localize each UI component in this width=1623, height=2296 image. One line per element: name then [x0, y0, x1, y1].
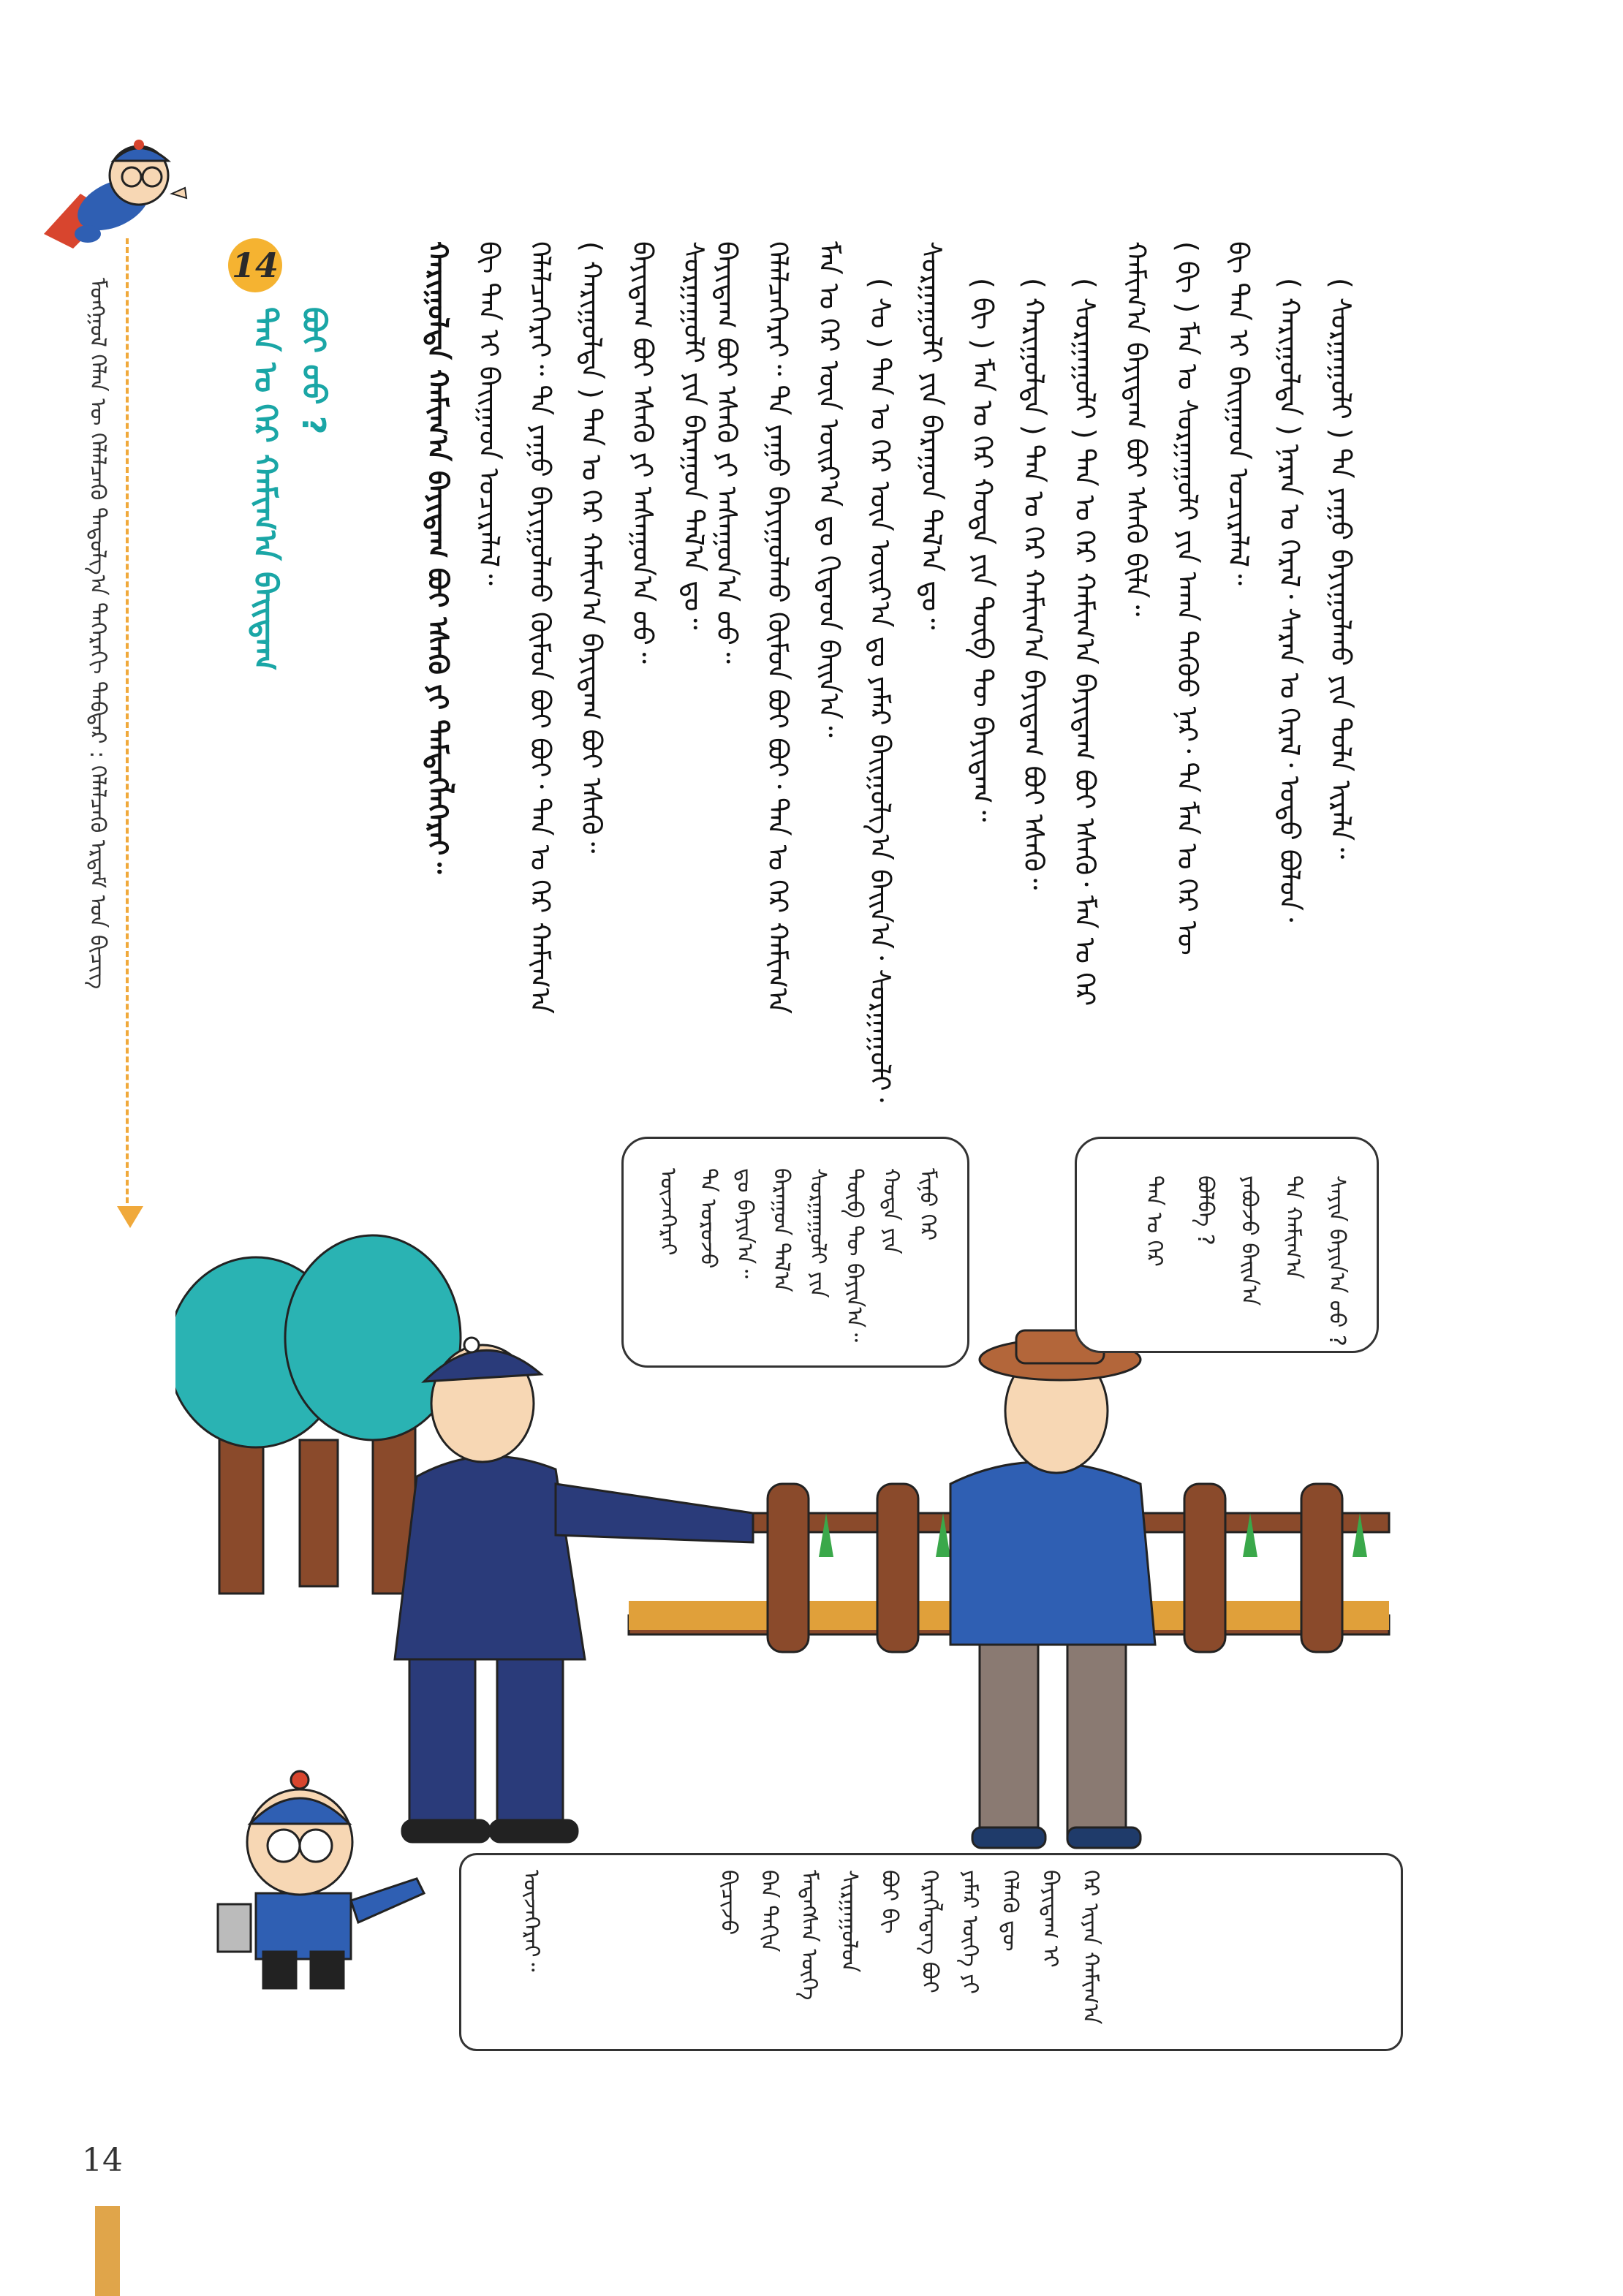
bubble-line: ᠰᠠᠶᠢᠨ ᠪᠠᠶᠢᠨ᠎ᠠ ᠤᠤ ?: [1324, 1175, 1350, 1346]
body-column: ( ᠬᠠᠷᠢᠭᠤᠯᠳᠠ ) ᠲᠠᠨ ᠤ ᠭᠡᠷ ᠬᠠᠮᠢᠭ᠎ᠠ ᠪᠠᠶᠢᠳᠠᠭ ᠪᠤᠢ ᠡᠰᠡᠬᠦ᠃: [1018, 278, 1050, 890]
bubble-line: ᠪᠤᠢ ᠪᠢ: [877, 1870, 902, 1934]
body-column: ᠰᠤᠷᠭᠠᠭᠤᠯᠢ ᠶᠢᠨ ᠪᠠᠷᠠᠭᠤᠨ ᠲᠠᠯ᠎ᠠ ᠳᠤ᠃: [915, 241, 947, 630]
lesson-title: ᠲᠠᠨ ᠤ ᠭᠡᠷ ᠬᠠᠮᠢᠭ᠎ᠠ ᠪᠠᠢᠳᠠᠭ: [246, 307, 284, 671]
body-column: ᠬᠠᠮᠢᠭ᠎ᠠ ᠪᠠᠶᠢᠳᠠᠭ ᠪᠤᠢ ᠡᠰᠡᠬᠦ ᠪᠢᠯᠡ᠃: [1120, 241, 1152, 617]
body-column: ( ᠪᠢ ) ᠮᠠᠨ ᠤ ᠰᠤᠷᠭᠠᠭᠤᠯᠢ ᠶᠢᠨ ᠠᠬᠠ ᠳᠡᠭᠦᠦ ᠨᠠᠷ᠂ ᠲᠠ ᠮᠠᠨ ᠤ ᠭᠡᠷ ᠦ: [1171, 241, 1203, 955]
bubble-line: ᠲᠠᠨ ᠤ ᠭᠡᠷ: [1141, 1175, 1167, 1267]
speech-bubble-man: [1075, 1137, 1379, 1353]
body-column: ᠪᠢ ᠲᠠᠨ ᠢ ᠪᠠᠢᠭᠠᠳ ᠤᠴᠢᠷᠠᠯᠠᠯ᠃: [1222, 241, 1255, 586]
header-arrow-icon: [117, 1206, 143, 1228]
bubble-line: ᠪᠢᠴᠢᠵᠦ: [716, 1870, 741, 1936]
bubble-line: ᠶᠠᠮᠠᠷ ᠦᠭᠡ ᠶᠢ: [957, 1870, 983, 1994]
body-column: ( ᠬᠠᠷᠢᠭᠤᠯᠳᠠ ) ᠨᠠᠷᠠᠨ ᠤ ᠭᠡᠷᠡᠯ᠂ ᠰᠠᠷᠠᠨ ᠤ ᠭᠡᠷᠡᠯ᠂ ᠣᠳᠣ ᠪᠣᠯᠤᠨ᠂: [1274, 278, 1306, 922]
bubble-line: ᠬᠣᠲᠠ ᠶᠢᠨ: [878, 1168, 904, 1254]
body-column: ( ᠰᠤ ) ᠲᠠᠨ ᠤ ᠭᠡᠷ ᠦᠨ ᠤᠢᠷ᠎ᠠ ᠳᠤ ᠶᠠᠮᠠᠷ ᠪᠠᠢᠭᠤᠯᠭ᠎ᠠ ᠪᠠᠢᠨ᠎ᠠ᠂ ᠰᠤᠷᠭᠠᠭᠤᠯᠢ᠂: [864, 278, 896, 1102]
body-column: ( ᠰᠤᠷᠭᠠᠭᠤᠯᠢ ) ᠲᠠᠨ ᠤ ᠭᠡᠷ ᠬᠠᠮᠢᠭ᠎ᠠ ᠪᠠᠶᠢᠳᠠᠭ ᠪᠤᠢ ᠡᠰᠡᠬᠦ᠂ ᠮᠠᠨ ᠤ ᠭᠡᠷ: [1069, 278, 1101, 1007]
bubble-line: ᠪᠠᠶᠢᠳᠠᠭ ᠢ: [1037, 1870, 1063, 1968]
bubble-line: ᠶᠠᠪᠤᠵᠤ ᠪᠠᠢᠨ᠎ᠠ: [1236, 1175, 1262, 1306]
flying-mascot-illustration: [29, 124, 197, 263]
body-column: ᠬᠠᠷᠢᠭᠤᠯᠳᠠ ᠬᠠᠮᠢᠭ᠎ᠠ ᠪᠠᠶᠢᠳᠠᠭ ᠪᠤᠢ ᠡᠰᠡᠬᠦ ᠶᠢ ᠲᠡᠮᠳᠡᠭᠯᠡᠭᠡᠷᠡᠢ᠃: [422, 241, 454, 874]
bubble-line: ᠦᠵᠡᠭᠡᠷᠡᠢ: [655, 1168, 681, 1256]
body-column: ( ᠪᠢ ) ᠮᠠᠨ ᠤ ᠭᠡᠷ ᠬᠣᠲᠠ ᠶᠢᠨ ᠲᠥᠪ ᠲᠦ ᠪᠠᠶᠢᠳᠠᠭ᠃: [966, 278, 999, 822]
bubble-line: ᠭᠡᠷ ᠢᠶᠡᠨ ᠬᠠᠮᠢᠭ᠎ᠠ: [1078, 1870, 1103, 2025]
header-dashed-rule: [126, 238, 129, 1203]
body-column: ( ᠰᠤᠷᠭᠠᠭᠤᠯᠢ ) ᠲᠠ ᠶᠠᠭᠤ ᠪᠠᠶᠢᠭᠤᠯᠬᠤ ᠶᠢᠨ ᠲᠤᠯᠠ ᠢᠷᠡᠯᠡ᠃: [1325, 278, 1357, 860]
bubble-line: ᠰᠤᠷᠭᠠᠭᠤᠯᠢ ᠶᠢᠨ: [805, 1168, 831, 1298]
page-edge-tab: [95, 2206, 120, 2296]
bubble-line: ᠲᠠ ᠣᠷᠣᠵᠤ: [695, 1168, 721, 1269]
bubble-line: ᠲᠠ ᠬᠠᠮᠢᠭ᠎ᠠ: [1280, 1175, 1306, 1279]
bubble-line: ᠪᠠᠨ ᠳᠠᠬᠢᠨ: [756, 1870, 782, 1952]
bubble-line: ᠮᠢᠨᠤ ᠭᠡᠷ: [915, 1168, 940, 1241]
bubble-line: ᠬᠡᠯᠡᠬᠦ ᠳᠦ: [997, 1870, 1023, 1952]
bubble-line: ᠦᠵᠡᠭᠡᠷᠡᠢ᠃: [518, 1870, 544, 1972]
page-number: 14: [82, 2142, 123, 2179]
running-header: ᠮᠣᠩᠭᠣᠯ ᠬᠡᠯᠡᠨ ᠦ ᠬᠡᠯᠡᠯᠴᠡᠬᠦ ᠳᠠᠳᠤᠯᠭ᠎ᠠ ᠳᠡᠭᠡᠷᠡᠬᠢ ᠳᠡᠪᠲᠡᠷ : ᠬᠡᠯᠡᠯᠴᠡᠬᠦ ᠡᠷᠳᠡᠮ ᠤᠨ ᠪᠢᠴᠢᠭ: [85, 278, 110, 990]
body-column: ᠬᠡᠯᠡᠯᠴᠡᠭᠡᠷᠡᠢ᠃ ᠲᠠ ᠶᠠᠭᠤ ᠪᠠᠶᠢᠭᠤᠯᠬᠤ ᠬᠥᠮᠦᠨ ᠪᠤᠢ ᠪᠤᠢ᠂ ᠲᠠᠨ ᠤ ᠭᠡᠷ ᠬᠠᠮᠢᠭ᠎ᠠ: [524, 241, 556, 1015]
body-column: ( ᠬᠠᠷᠢᠭᠤᠯᠳᠠ ) ᠲᠠᠨ ᠤ ᠭᠡᠷ ᠬᠠᠮᠢᠭ᠎ᠠ ᠪᠠᠶᠢᠳᠠᠭ ᠪᠤᠢ ᠡᠰᠡᠬᠦ᠃: [575, 241, 608, 854]
bubble-line: ᠰᠢᠷᠭᠠᠭᠤᠯᠤᠨ: [836, 1870, 862, 1973]
body-column: ᠪᠠᠶᠢᠳᠠᠭ ᠪᠤᠢ ᠡᠰᠡᠬᠦ ᠶᠢ ᠠᠰᠠᠭᠤᠨ᠎ᠠ ᠤᠤ᠃: [627, 241, 659, 664]
body-column: ᠰᠤᠷᠭᠠᠭᠤᠯᠢ ᠶᠢᠨ ᠪᠠᠷᠠᠭᠤᠨ ᠲᠠᠯ᠎ᠠ ᠳᠤ᠃: [678, 241, 710, 630]
mascot-boy-illustration: [205, 1747, 439, 1996]
bubble-line: ᠪᠠᠷᠠᠭᠤᠨ ᠲᠠᠯ᠎ᠠ: [768, 1168, 794, 1292]
bubble-line: ᠲᠥᠪ ᠲᠦ ᠪᠠᠶᠢᠨ᠎ᠠ᠃: [841, 1168, 867, 1342]
speech-bubble-officer: [621, 1137, 969, 1368]
lesson-number-badge: 14: [228, 238, 282, 292]
body-column: ᠬᠡᠯᠡᠯᠴᠡᠭᠡᠷᠡᠢ᠃ ᠲᠠ ᠶᠠᠭᠤ ᠪᠠᠶᠢᠭᠤᠯᠬᠤ ᠬᠥᠮᠦᠨ ᠪᠤᠢ ᠪᠤᠢ᠂ ᠲᠠᠨ ᠤ ᠭᠡᠷ ᠬᠠᠮᠢᠭ᠎ᠠ: [762, 241, 794, 1015]
body-column: ᠪᠢ ᠲᠠᠨ ᠢ ᠪᠠᠢᠭᠠᠳ ᠤᠴᠢᠷᠠᠯᠠᠯ᠃: [473, 241, 505, 586]
bubble-line: ᠪᠣᠯᠪᠠ ?: [1192, 1175, 1218, 1246]
body-column: ᠮᠠᠨ ᠤ ᠭᠡᠷ ᠦᠨ ᠤᠢᠷ᠎ᠠ ᠳᠤ ᠬᠢᠲᠠᠳ ᠪᠠᠢᠨ᠎ᠠ᠃: [813, 241, 845, 738]
speech-bubble-mascot: [459, 1853, 1403, 2051]
bubble-line: ᠬᠡᠷᠡᠭᠯᠡᠳᠡᠭ ᠪᠤᠢ: [917, 1870, 942, 1993]
bubble-line: ᠮᠡᠳᠡᠭᠰᠡᠨ ᠦᠭᠡ: [796, 1870, 822, 2001]
body-column: ᠪᠠᠶᠢᠳᠠᠭ ᠪᠤᠢ ᠡᠰᠡᠬᠦ ᠶᠢ ᠠᠰᠠᠭᠤᠨ᠎ᠠ ᠤᠤ᠃: [711, 241, 743, 664]
bubble-line: ᠳᠤ ᠪᠠᠶᠢᠨ᠎ᠠ᠃: [732, 1168, 757, 1278]
lesson-subtitle: ᠪᠤᠢ ᠤᠤ ?: [295, 307, 332, 435]
